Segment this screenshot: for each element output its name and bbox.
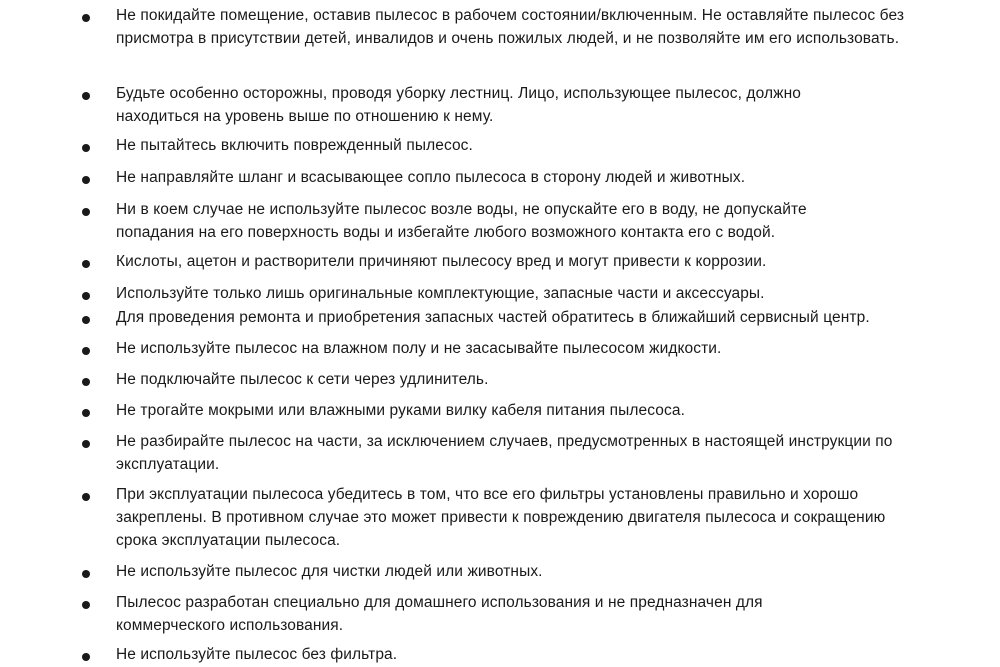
list-item-text: Для проведения ремонта и приобретения запасных частей обратитесь в ближайший сервисный центр. [116, 309, 870, 326]
bullet-icon [82, 440, 90, 448]
list-item-text: Не используйте пылесос без фильтра. [116, 646, 398, 663]
bullet-icon [82, 570, 90, 578]
bullet-icon [82, 208, 90, 216]
bullet-icon [82, 601, 90, 609]
list-item-text: Не используйте пылесос для чистки людей или животных. [116, 563, 543, 580]
list-item-text: Не пытайтесь включить поврежденный пылесос. [116, 137, 473, 154]
list-item-text: Не трогайте мокрыми или влажными руками вилку кабеля питания пылесоса. [116, 402, 685, 419]
bullet-icon [82, 176, 90, 184]
bullet-icon [82, 493, 90, 501]
list-item-text: Ни в коем случае не используйте пылесос возле воды, не опускайте его в воду, не допускайте попадания на его поверхность воды и избегайте любого возможного контакта его с водой. [116, 201, 807, 241]
list-item-text: Не подключайте пылесос к сети через удлинитель. [116, 371, 489, 388]
list-item-text: Не направляйте шланг и всасывающее сопло пылесоса в сторону людей и животных. [116, 169, 746, 186]
bullet-icon [82, 292, 90, 300]
bullet-icon [82, 653, 90, 661]
list-item-text: Используйте только лишь оригинальные комплектующие, запасные части и аксессуары. [116, 285, 765, 302]
bullet-icon [82, 409, 90, 417]
list-item-text: Не разбирайте пылесос на части, за исключением случаев, предусмотренных в настоящей инструкции по эксплуатации. [116, 433, 893, 473]
bullet-icon [82, 92, 90, 100]
list-item-text: При эксплуатации пылесоса убедитесь в том, что все его фильтры установлены правильно и хорошо закреплены. В противном случае это может привести к повреждению двигателя пылесоса и сокращению срока эксплуатации пылесоса. [116, 486, 886, 549]
bullet-icon [82, 378, 90, 386]
list-item-text: Кислоты, ацетон и растворители причиняют пылесосу вред и могут привести к коррозии. [116, 253, 767, 270]
list-item-text: Пылесос разработан специально для домашнего использования и не предназначен для коммерческого использования. [116, 594, 763, 634]
list-item-text: Не покидайте помещение, оставив пылесос в рабочем состоянии/включенным. Не оставляйте пылесос без присмотра в присутствии детей, инвалидов и очень пожилых людей, и не позволяйте им его использовать. [116, 7, 905, 47]
bullet-icon [82, 347, 90, 355]
bullet-icon [82, 14, 90, 22]
list-item-text: Не используйте пылесос на влажном полу и не засасывайте пылесосом жидкости. [116, 340, 722, 357]
bullet-icon [82, 316, 90, 324]
list-item-text: Будьте особенно осторожны, проводя уборку лестниц. Лицо, использующее пылесос, должно находиться на уровень выше по отношению к нему. [116, 85, 801, 125]
bullet-icon [82, 260, 90, 268]
bullet-icon [82, 144, 90, 152]
